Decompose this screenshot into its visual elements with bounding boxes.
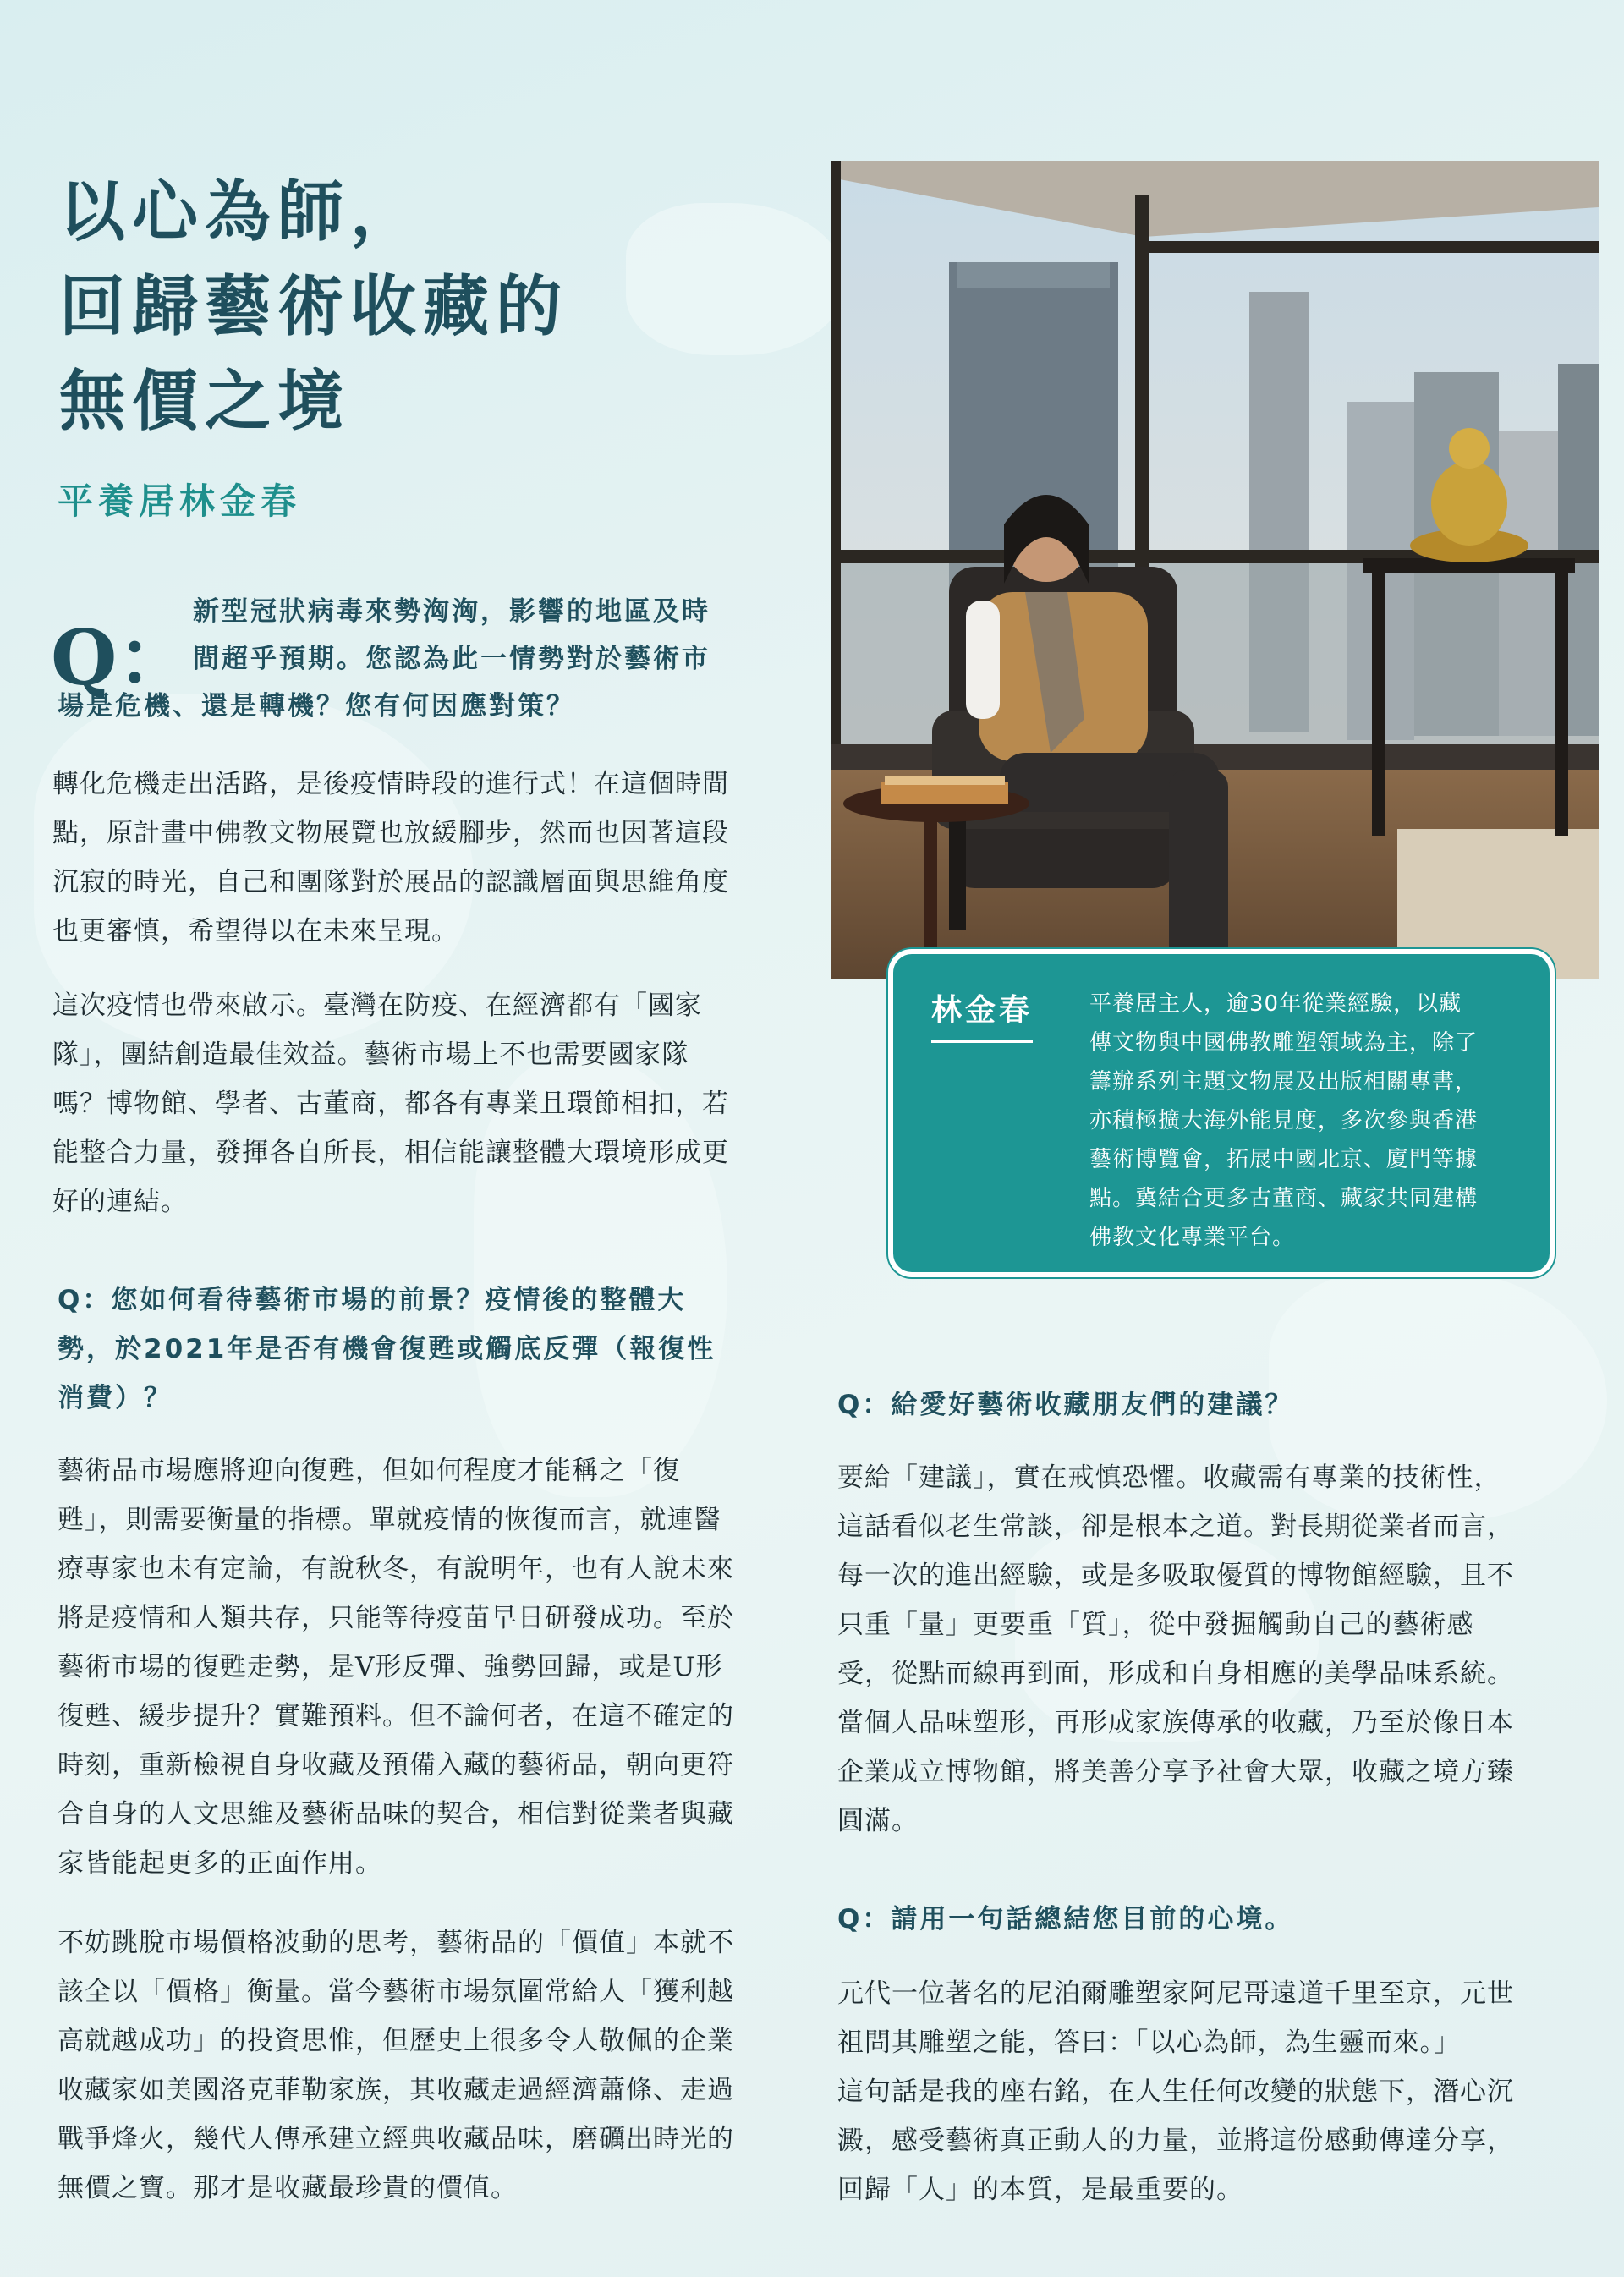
text-line: 要給「建議」，實在戒慎恐懼。收藏需有專業的技術性，	[837, 1462, 1501, 1493]
article-title	[59, 165, 820, 449]
question-line: 場是危機、還是轉機？您有何因應對策？	[58, 691, 575, 722]
title-line: 回歸藝術收藏的	[59, 269, 569, 345]
question-3	[837, 1380, 1582, 1429]
title-line: 以心為師，	[59, 174, 424, 250]
text-line: 藝術品市場應將迎向復甦，但如何程度才能稱之「復	[58, 1456, 680, 1486]
answer-paragraph	[58, 1918, 802, 2213]
text-line: 嗎？博物館、學者、古董商，都各有專業且環節相扣，若	[52, 1089, 729, 1119]
title-line: 無價之境	[59, 364, 351, 440]
question-line: 新型冠狀病毒來勢洶洶，影響的地區及時	[193, 596, 710, 627]
text-line: 高就越成功」的投資思惟，但歷史上很多令人敬佩的企業	[58, 2026, 734, 2056]
question-line: 勢，於2021年是否有機會復甦或觸底反彈（報復性	[58, 1334, 716, 1364]
text-line: 當個人品味塑形，再形成家族傳承的收藏，乃至於像日本	[837, 1708, 1514, 1738]
answer-paragraph	[837, 1969, 1599, 2214]
text-line: 回歸「人」的本質，是最重要的。	[837, 2175, 1243, 2205]
question-line: 消費）？	[58, 1383, 173, 1413]
text-line: 無價之寶。那才是收藏最珍貴的價值。	[58, 2173, 518, 2203]
answer-paragraph	[837, 1453, 1599, 1846]
question-1	[58, 588, 776, 730]
text-line: 籌辦系列主題文物展及出版相關專書，	[1089, 1069, 1479, 1095]
text-line: 每一次的進出經驗，或是多吸取優質的博物館經驗，且不	[837, 1561, 1514, 1591]
question-line: Q：請用一句話總結您目前的心境。	[837, 1904, 1294, 1934]
text-line: 亦積極擴大海外能見度，多次參與香港	[1089, 1108, 1479, 1133]
text-line: 只重「量」更要重「質」，從中發掘觸動自己的藝術感	[837, 1610, 1474, 1640]
text-line: 這話看似老生常談，卻是根本之道。對長期從業者而言，	[837, 1512, 1514, 1542]
question-2	[58, 1276, 785, 1423]
text-line: 圓滿。	[837, 1806, 919, 1836]
text-line: 受，從點而線再到面，形成和自身相應的美學品味系統。	[837, 1659, 1514, 1689]
text-line: 元代一位著名的尼泊爾雕塑家阿尼哥遠道千里至京，元世	[837, 1978, 1514, 2009]
question-4	[837, 1895, 1582, 1944]
text-line: 藝術市場的復甦走勢，是V形反彈、強勢回歸，或是U形	[58, 1652, 723, 1682]
text-line: 平養居主人，逾30年從業經驗，以藏	[1089, 991, 1462, 1017]
text-line: 傳文物與中國佛教雕塑領域為主，除了	[1089, 1030, 1479, 1056]
text-line: 復甦、緩步提升？實難預料。但不論何者，在這不確定的	[58, 1701, 734, 1731]
question-line: Q：給愛好藝術收藏朋友們的建議？	[837, 1390, 1294, 1420]
text-line: 合自身的人文思維及藝術品味的契合，相信對從業者與藏	[58, 1799, 734, 1830]
answer-paragraph	[58, 1446, 802, 1888]
text-line: 戰爭烽火，幾代人傳承建立經典收藏品味，磨礪出時光的	[58, 2124, 734, 2154]
text-line: 將是疫情和人類共存，只能等待疫苗早日研發成功。至於	[58, 1603, 734, 1633]
question-line: Q：您如何看待藝術市場的前景？疫情後的整體大	[58, 1285, 687, 1315]
text-line: 也更審慎，希望得以在未來呈現。	[52, 916, 458, 946]
text-line: 轉化危機走出活路，是後疫情時段的進行式！在這個時間	[52, 769, 729, 799]
text-line: 甦」，則需要衡量的指標。單就疫情的恢復而言，就連醫	[58, 1505, 721, 1535]
text-line: 時刻，重新檢視自身收藏及預備入藏的藝術品，朝向更符	[58, 1750, 734, 1780]
text-line: 家皆能起更多的正面作用。	[58, 1848, 382, 1879]
text-line: 澱，感受藝術真正動人的力量，並將這份感動傳達分享，	[837, 2126, 1514, 2156]
text-line: 療專家也未有定論，有說秋冬，有說明年，也有人說未來	[58, 1554, 734, 1584]
question-marker: Q：	[51, 613, 194, 703]
text-line: 企業成立博物館，將美善分享予社會大眾，收藏之境方臻	[837, 1757, 1514, 1787]
answer-paragraph	[52, 760, 797, 956]
profile-name: 林金春	[931, 993, 1034, 1028]
text-line: 點。冀結合更多古董商、藏家共同建構	[1089, 1186, 1479, 1211]
author-byline: 平養居林金春	[58, 480, 302, 522]
text-line: 這句話是我的座右銘，在人生任何改變的狀態下，潛心沉	[837, 2077, 1514, 2107]
answer-paragraph	[52, 981, 797, 1226]
profile-bio	[1089, 985, 1521, 1257]
text-line: 祖問其雕塑之能，答曰：「以心為師，為生靈而來。」	[837, 2027, 1461, 2058]
text-line: 能整合力量，發揮各自所長，相信能讓整體大環境形成更	[52, 1138, 729, 1168]
text-line: 隊」，團結創造最佳效益。藝術市場上不也需要國家隊	[52, 1040, 689, 1070]
text-line: 點，原計畫中佛教文物展覽也放緩腳步，然而也因著這段	[52, 818, 729, 848]
text-line: 藝術博覽會，拓展中國北京、廈門等據	[1089, 1147, 1479, 1172]
text-line: 佛教文化專業平台。	[1089, 1225, 1296, 1250]
text-line: 沉寂的時光，自己和團隊對於展品的認識層面與思維角度	[52, 867, 729, 897]
text-line: 該全以「價格」衡量。當今藝術市場氛圍常給人「獲利越	[58, 1977, 734, 2007]
portrait-photo	[831, 161, 1599, 979]
text-line: 這次疫情也帶來啟示。臺灣在防疫、在經濟都有「國家	[52, 990, 702, 1021]
profile-card	[888, 949, 1555, 1277]
text-line: 收藏家如美國洛克菲勒家族，其收藏走過經濟蕭條、走過	[58, 2075, 734, 2105]
question-line: 間超乎預期。您認為此一情勢對於藝術市	[193, 644, 710, 674]
profile-divider	[931, 1040, 1033, 1043]
text-line: 不妨跳脫市場價格波動的思考，藝術品的「價值」本就不	[58, 1928, 734, 1958]
text-line: 好的連結。	[52, 1187, 188, 1217]
